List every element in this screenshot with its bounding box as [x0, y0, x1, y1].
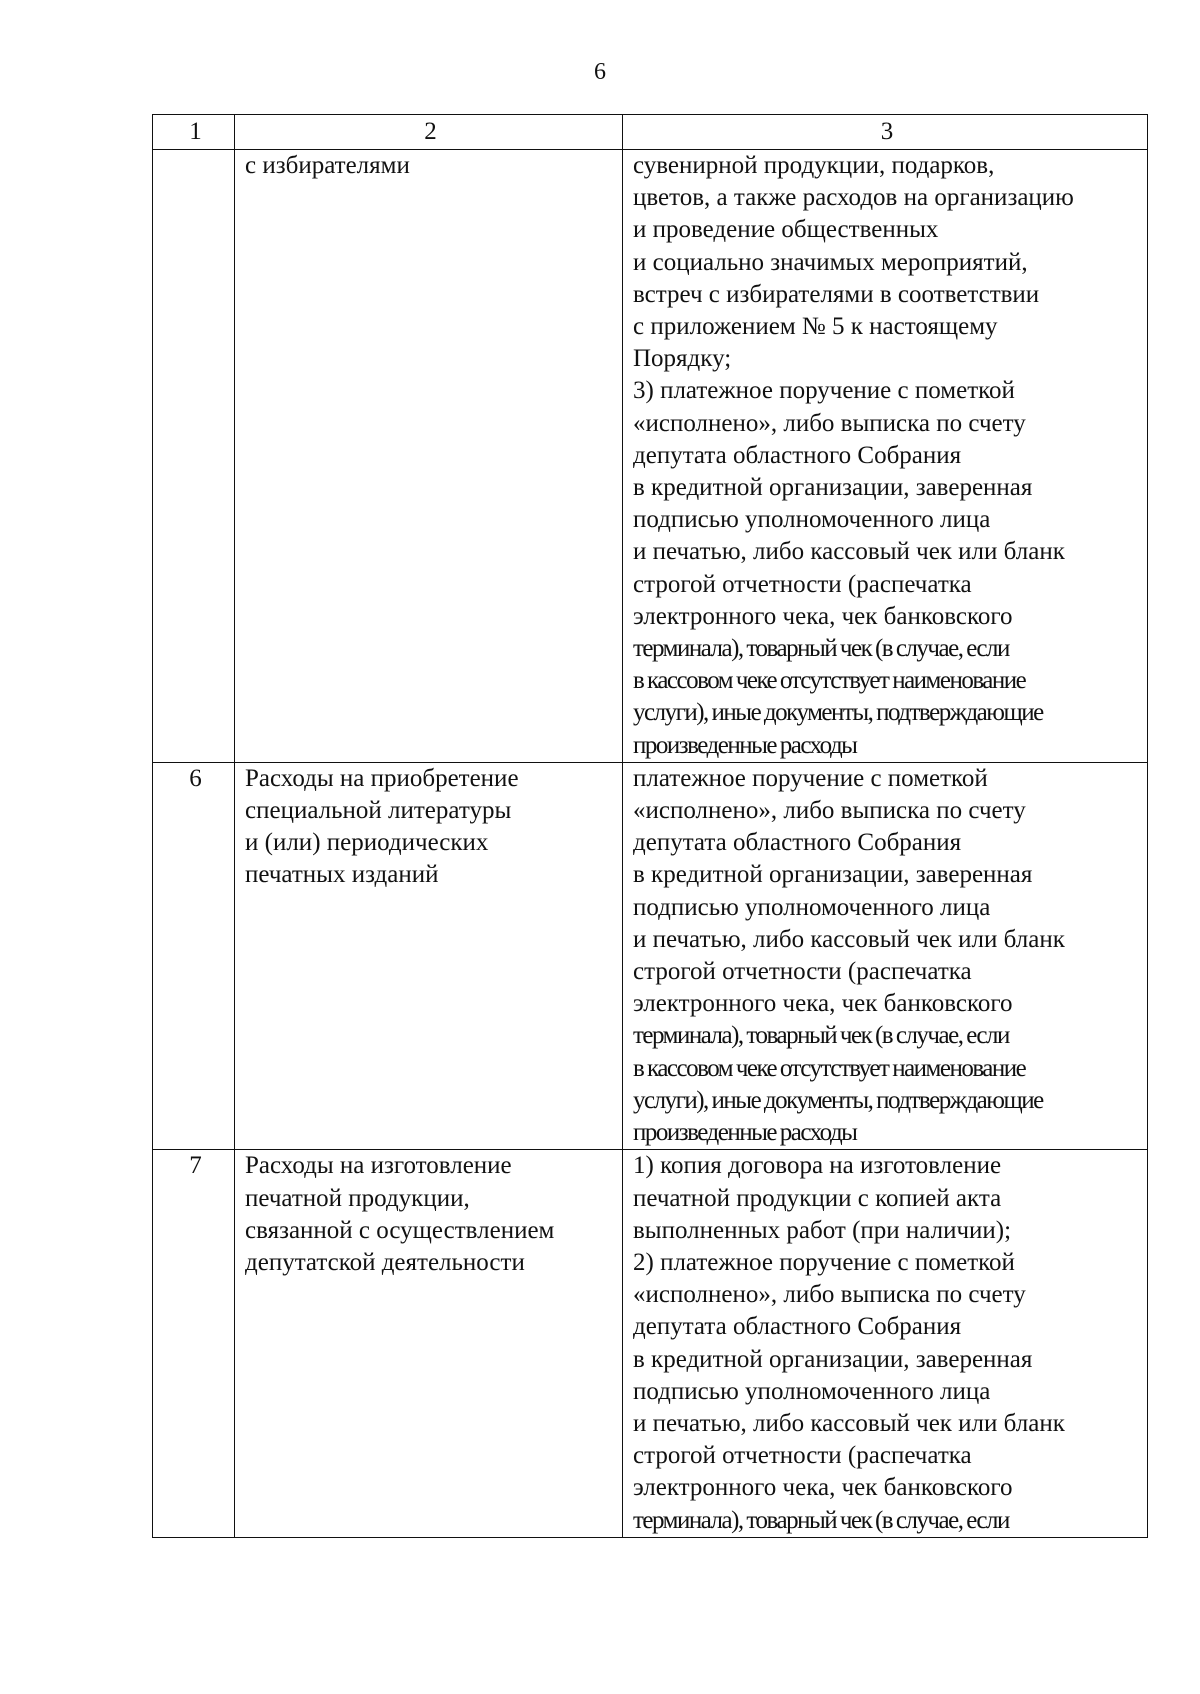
column-header-documents: 3 [623, 115, 1148, 150]
document-text-line: 3) платежное поручение с пометкой [633, 377, 1015, 405]
document-text-line: произведенные расходы [633, 731, 857, 759]
document-text-line: встреч с избирателями в соответствии [633, 280, 1040, 308]
document-text-line: депутата областного Собрания [633, 441, 962, 469]
document-text-line: сувенирной продукции, подарков, [633, 152, 995, 179]
row-number-cell: 6 [153, 762, 235, 1149]
document-text-line: депутата областного Собрания [633, 829, 962, 857]
document-text-line: и проведение общественных [633, 216, 939, 244]
expense-text-line: печатной продукции, [245, 1184, 470, 1212]
document-text-line: и печатью, либо кассовый чек или бланк [633, 538, 1065, 566]
document-text-line: терминала), товарный чек (в случае, если [633, 1506, 1009, 1534]
expense-text-line: печатных изданий [245, 861, 439, 889]
document-text-line: подписью уполномоченного лица [633, 1377, 991, 1405]
document-text-line: и печатью, либо кассовый чек или бланк [633, 1409, 1065, 1437]
expense-text-line: Расходы на приобретение [245, 764, 519, 792]
document-text-line: подписью уполномоченного лица [633, 506, 991, 534]
expense-documents-table [152, 114, 1148, 1538]
documents-cell [623, 150, 1148, 763]
table-row [153, 1150, 1148, 1537]
row-number-cell: 7 [153, 1150, 235, 1537]
document-text-line: печатной продукции с копией акта [633, 1184, 1002, 1212]
expense-type-cell [235, 762, 623, 1149]
document-text-line: «исполнено», либо выписка по счету [633, 797, 1026, 825]
document-text-line: электронного чека, чек банковского [633, 602, 1013, 630]
expense-text-line: Расходы на изготовление [245, 1152, 512, 1180]
column-header-number: 1 [153, 115, 235, 150]
document-text-line: «исполнено», либо выписка по счету [633, 1281, 1026, 1309]
table-header-row [153, 115, 1148, 150]
document-text-line: в кредитной организации, заверенная [633, 861, 1033, 889]
expense-text-line: депутатской деятельности [245, 1248, 525, 1276]
document-text-line: и печатью, либо кассовый чек или бланк [633, 925, 1065, 953]
expense-text-line: связанной с осуществлением [245, 1216, 555, 1244]
document-text-line: Порядку; [633, 345, 732, 373]
document-text-line: строгой отчетности (распечатка [633, 958, 972, 986]
documents-cell [623, 762, 1148, 1149]
expense-type-cell [235, 1150, 623, 1537]
page-number: 6 [594, 59, 606, 85]
document-text-line: 2) платежное поручение с пометкой [633, 1248, 1015, 1276]
expense-text-line: и (или) периодических [245, 829, 489, 857]
document-text-line: в кредитной организации, заверенная [633, 1345, 1033, 1373]
document-text-line: услуги), иные документы, подтверждающие [633, 1086, 1043, 1114]
document-text-line: строгой отчетности (распечатка [633, 1442, 972, 1470]
expense-type-cell [235, 150, 623, 763]
document-text-line: в кассовом чеке отсутствует наименование [633, 667, 1026, 695]
document-text-line: «исполнено», либо выписка по счету [633, 409, 1026, 437]
document-text-line: с приложением № 5 к настоящему [633, 313, 998, 341]
document-text-line: произведенные расходы [633, 1119, 857, 1147]
document-text-line: терминала), товарный чек (в случае, если [633, 635, 1009, 663]
table-row [153, 150, 1148, 763]
document-text-line: терминала), товарный чек (в случае, если [633, 1022, 1009, 1050]
document-text-line: выполненных работ (при наличии); [633, 1216, 1012, 1244]
document-text-line: и социально значимых мероприятий, [633, 248, 1028, 276]
document-text-line: строгой отчетности (распечатка [633, 570, 972, 598]
document-text-line: платежное поручение с пометкой [633, 764, 988, 792]
table-row [153, 762, 1148, 1149]
expense-text-line: специальной литературы [245, 797, 512, 825]
column-header-expense: 2 [235, 115, 623, 150]
document-text-line: подписью уполномоченного лица [633, 893, 991, 921]
row-number-cell [153, 150, 235, 763]
document-text-line: цветов, а также расходов на организацию [633, 184, 1074, 212]
document-text-line: 1) копия договора на изготовление [633, 1152, 1002, 1180]
document-text-line: депутата областного Собрания [633, 1313, 962, 1341]
document-text-line: в кассовом чеке отсутствует наименование [633, 1054, 1026, 1082]
document-text-line: в кредитной организации, заверенная [633, 474, 1033, 502]
document-text-line: электронного чека, чек банковского [633, 990, 1013, 1018]
documents-cell [623, 1150, 1148, 1537]
document-text-line: электронного чека, чек банковского [633, 1474, 1013, 1502]
document-text-line: услуги), иные документы, подтверждающие [633, 699, 1043, 727]
expense-text-line: с избирателями [245, 152, 410, 179]
